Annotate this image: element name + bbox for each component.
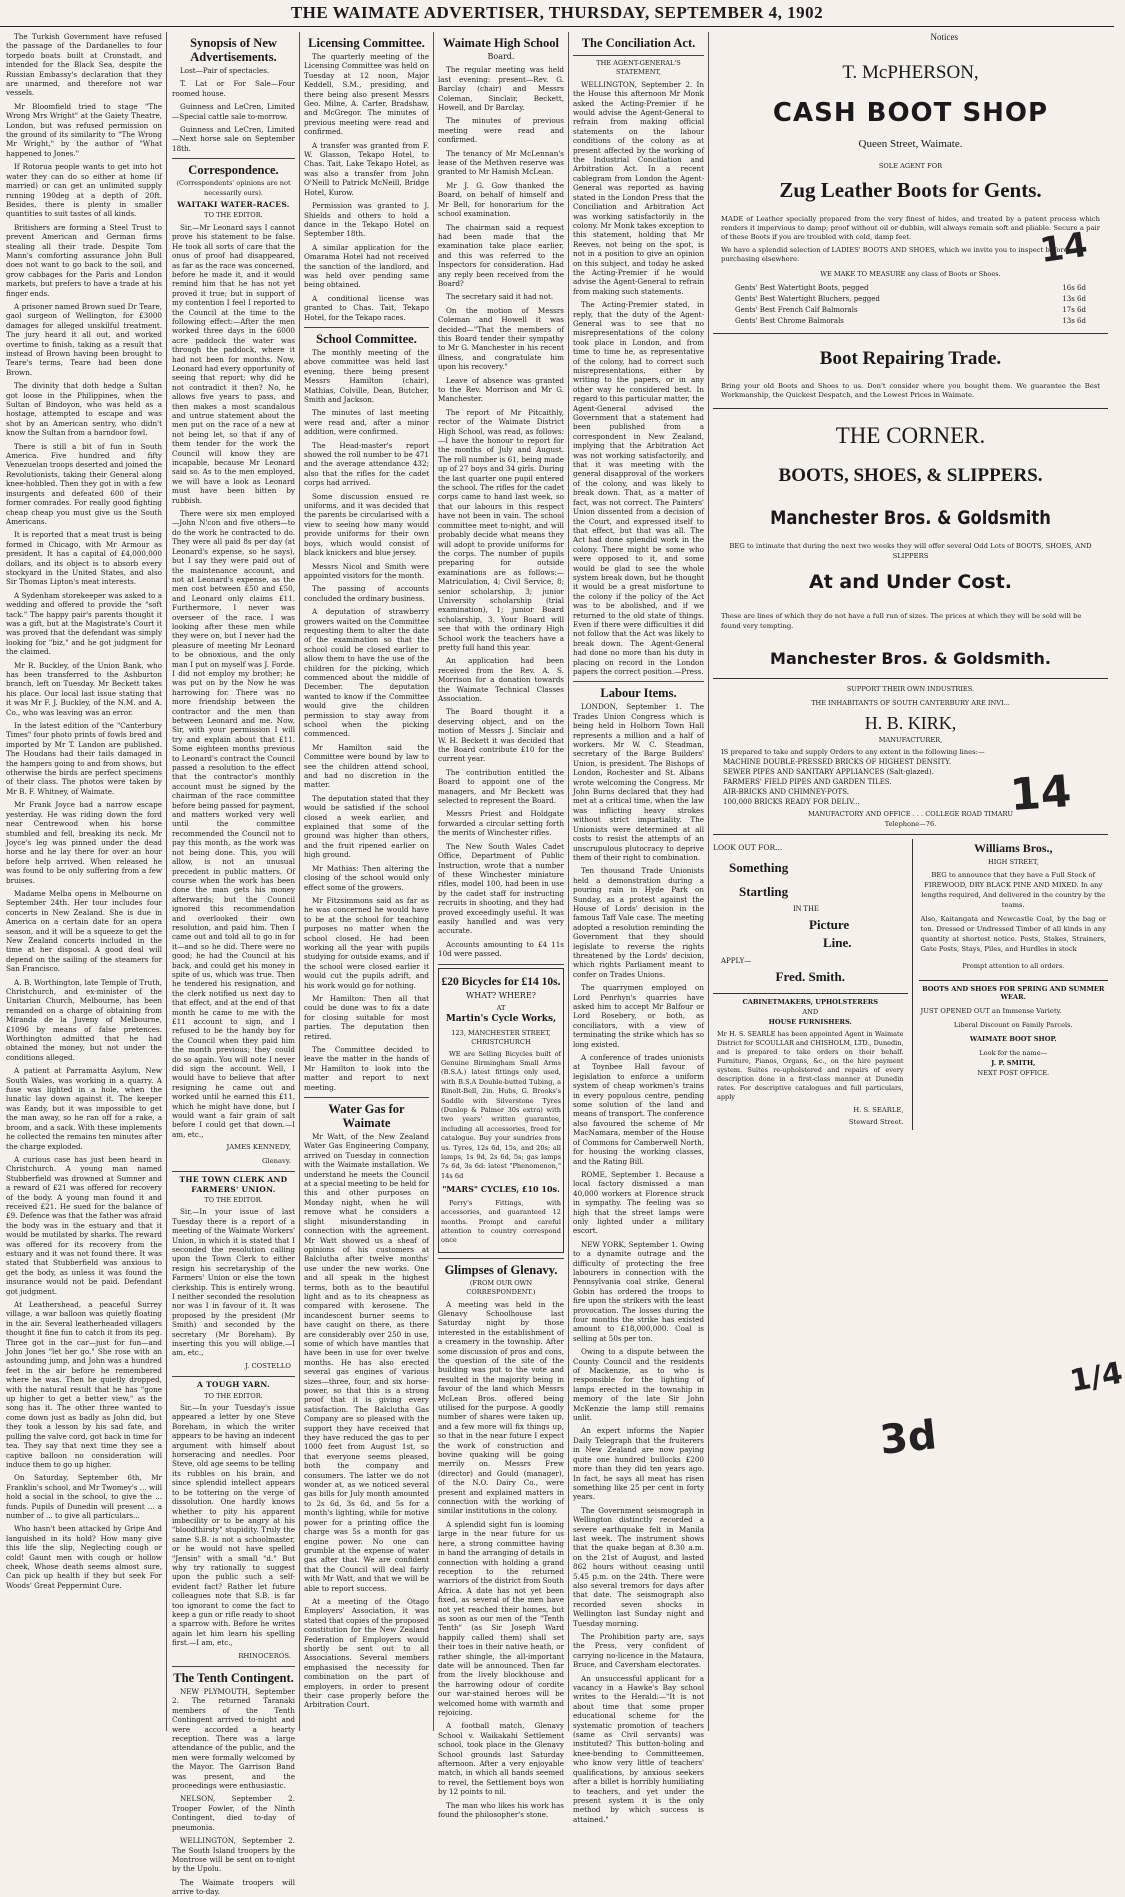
in-the-label: IN THE bbox=[793, 904, 819, 913]
boots-shoes-slippers-title: BOOTS, SHOES, & SLIPPERS. bbox=[778, 465, 1043, 486]
bicycle-advert-at: AT bbox=[496, 1003, 506, 1012]
bicycle-shop-name: Martin's Cycle Works, bbox=[445, 1014, 557, 1025]
article-paragraph: Mr Hamilton: Then all that could be done was to fix a date for closing suitable for most parties. The deputation then retired. bbox=[304, 993, 429, 1041]
williams-bros-name: Williams Bros., bbox=[973, 841, 1053, 855]
school-committee-body bbox=[304, 348, 429, 1092]
kirk-product-line: AIR-BRICKS AND CHIMNEY-POTS. bbox=[723, 788, 849, 796]
article-paragraph: Mr Frank Joyce had a narrow escape yesterday. He was riding down the ford near Centrewood when his horse stumbled and fell, breaking its neck. Mr Joyce's leg was pinned under the dead horse and he lay there for over an hour before help arrived. When released he was found to be only suffering from a few bruises. bbox=[6, 800, 162, 885]
kirk-body: IS prepared to take and supply Orders to any extent in the following lines:— bbox=[721, 748, 985, 756]
kirk-inhabitants: THE INHABITANTS OF SOUTH CANTERBURY ARE INVI... bbox=[811, 699, 1010, 707]
price-list bbox=[713, 284, 1108, 325]
article-paragraph: At a meeting of the Otago Employers' Association, it was stated that copies of the proposed constitution for the New Zealand Federation of Employers would shortly be sent out to all Associations. Several members emphasised the necessity for combination on the part of employers, in order to present their case properly before the Arbitration Court. bbox=[304, 1596, 429, 1710]
article-paragraph: The deputation stated that they would be satisfied if the school closed a week earlier, and explained that some of the ground was higher than others, and the fruit ripened earlier on high ground. bbox=[304, 793, 429, 860]
article-paragraph: Messrs Priest and Holdgate forwarded a circular setting forth the merits of Winchester rifles. bbox=[438, 809, 564, 838]
article-paragraph: LONDON, September 1. The Trades Union Congress which is being held in Holborn Town Hall represents a million and a half of workers. Mr W. C. Steadman, secretary of the Barge Builders' Union, is president. The Bishops of London, Rochester and St. Albans wrote welcoming the Congress. Mr John Burns declared that they had met at a critical time, when the law was inflicting heavy strokes without strict impartiality. The Unionists were determined at all costs to resist the attempts of an unscrupulous plutocracy to deprive them of their right to combination. bbox=[573, 702, 704, 862]
letter-signature: JAMES KENNEDY, bbox=[226, 1143, 291, 1152]
article-paragraph: NEW PLYMOUTH, September 2. The returned Taranaki members of the Tenth Contingent arrived to-night and were accorded a hearty reception. There was a large attendance of the public, and the men were formally welcomed by the Mayor. The Garrison Band was present, and the proceedings were enthusiastic. bbox=[172, 1687, 295, 1791]
mars-cycles-title: "MARS" CYCLES, £10 10s. bbox=[442, 1184, 560, 1195]
column-3 bbox=[304, 32, 429, 1731]
article-paragraph: A curious case has just been heard in Christchurch. A young man named Stubberfield was drowned at Sumner and a reward of £21 was offered for recovery of the body. A young man found it and received £21. He sued for the balance of £9. Defence was that the father was afraid the body was in the estuary and that it would be mutilated by sharks. The reward was offered for its recovery from the estuary and it was not found there. It was stated that Stubberfield was anxious to get the body, as unless it was found the insurance would not be paid. Defendant got judgment. bbox=[6, 1154, 162, 1296]
school-committee-heading: School Committee. bbox=[316, 331, 417, 346]
column-4 bbox=[438, 32, 565, 1820]
price-item: Gents' Best Chrome Balmorals bbox=[735, 317, 844, 325]
kirk-product-line: MACHINE DOUBLE-PRESSED BRICKS OF HIGHEST DENSITY. bbox=[723, 758, 952, 766]
letter-signature: Glenavy. bbox=[262, 1156, 291, 1165]
licensing-heading: Licensing Committee. bbox=[308, 36, 425, 50]
article-paragraph: The Prohibition party are, says the Press, very confident of carrying no-licence in the Mataura, Bruce, and Caversham electorates. bbox=[573, 1632, 704, 1670]
price-item: Gents' Best French Calf Balmorals bbox=[735, 306, 858, 314]
conciliation-subheading: THE AGENT-GENERAL'S STATEMENT, bbox=[596, 59, 681, 77]
article-paragraph: Owing to a dispute between the County Council and the residents of Mackenzie, as to who is responsible for the lighting of lamps erected in the township in memory of the late Sir John McKenzie the lamp still remains unlit. bbox=[573, 1347, 704, 1423]
article-paragraph: The Committee decided to leave the matter in the hands of Mr Hamilton to look into the matter and report to next meeting. bbox=[304, 1045, 429, 1092]
searle-signature: H. S. SEARLE, bbox=[853, 1106, 904, 1114]
article-paragraph: A. B. Worthington, late Temple of Truth, Christchurch, and ex-minister of the Unitarian Church, Melbourne, has been remanded on a charge of obtaining from Miranda de la Juveny of Melbourne, £1096 by means of false pretences. Worthington admitted that he had obtained the money, but not under the conditions alleged. bbox=[6, 977, 162, 1062]
column-5 bbox=[573, 32, 704, 1824]
column-rule bbox=[166, 32, 167, 1731]
mcpherson-address: Queen Street, Waimate. bbox=[858, 138, 963, 150]
column-1 bbox=[6, 32, 162, 1731]
article-paragraph: The Head-master's report showed the roll number to be 471 and the average attendance 432; also that the rifles for the cadet corps had arrived. bbox=[304, 440, 429, 488]
article-paragraph: Messrs Nicol and Smith were appointed visitors for the month. bbox=[304, 561, 429, 580]
column-rule bbox=[433, 32, 434, 1731]
price-row bbox=[735, 317, 1086, 325]
article-paragraph: A football match, Glenavy School v. Waikakahi Settlement school, took place in the Glenavy School grounds last Saturday afternoon. After a very enjoyable match, in which all hands seemed to revel, the Settlement boys won by 12 points to nil. bbox=[438, 1721, 564, 1797]
house-furnishers: HOUSE FURNISHERS. bbox=[768, 1018, 852, 1026]
letter-to: TO THE EDITOR. bbox=[204, 1195, 263, 1204]
high-school-subheading: Board. bbox=[487, 52, 515, 61]
kirk-product-line: 100,000 BRICKS READY FOR DELIV... bbox=[723, 798, 860, 806]
article-paragraph: If Rotorua people wants to get into hot water they can do so either at home (if married) or can get an unlimited supply running 190deg at a depth of 20ft. Besides, there is plenty in smaller quantities to suit tastes of all kinds. bbox=[6, 162, 162, 219]
notices-label: Notices bbox=[930, 32, 958, 42]
article-paragraph: A prisoner named Brown sued Dr Teare, gaol surgeon of Wellington, for £3000 damages for alleged unskilful treatment. The jury heard it all out, and worked overtime to finish, taking as a result that instead of Brown having been brought to Teare's terms, Teare had been done Brown. bbox=[6, 301, 162, 377]
column-2 bbox=[172, 32, 295, 1897]
article-paragraph: The tenancy of Mr McLennan's lease of the Methven reserve was granted to Mr Hamish McLean. bbox=[438, 148, 564, 177]
letter-paragraph: Sir,—In your issue of last Tuesday there is a report of a meeting of the Waimate Workers' Union, in which it is stated that I seconded the resolution calling upon the Town Clerk to either resign his secretaryship of the Farmers' Union or else the town clerkship. This is entirely wrong. I neither seconded the resolution nor was I in favour of it. It was proposed by the president (Mr Smith) and seconded by the secretary (Mr Boreham). By inserting this you will oblige.—I am, etc., bbox=[172, 1207, 295, 1358]
letter-heading: THE TOWN CLERK AND FARMERS' UNION. bbox=[179, 1175, 288, 1194]
article-paragraph: The man who likes his work has found the philosopher's stone. bbox=[438, 1800, 564, 1820]
masthead: THE WAIMATE ADVERTISER, THURSDAY, SEPTEMBER 4, 1902 bbox=[0, 0, 1114, 27]
article-paragraph: Guinness and LeCren, Limited—Next horse sale on September 18th. bbox=[172, 125, 295, 153]
tenth-contingent-body bbox=[172, 1687, 295, 1897]
high-school-heading: Waimate High School bbox=[443, 36, 559, 50]
article-paragraph: WELLINGTON, September 2. The South Island troopers by the Montrose will be sent on to-night by the Upolu. bbox=[172, 1836, 295, 1874]
letter-paragraph: There were six men employed—John N'con and five others—to do the work he contracted to do. They were all paid 8s per day (at Leonard's expense, so he says), but I say they were paid out of the maintenance account, and not at Leonard's expense, as the men cost between £50 and £50, and Leonard only claims £11. Furthermore, I never was overseer of the race. I was looking after these men while they were on, but I never had the pleasure of meeting Mr Leonard to be obnoxious, and the only man I put on myself was J. Forde. I did not employ my brother; he was put on by the Now he was harrowing for. There was no more friendship between the contractor and the men than between Leonard and me. Now, Sir, with your permission I will try and explain about that £11. Some eighteen months previous to Leonard's contract the Council passed a resolution to the effect that the contractor's monthly account must be signed by the chairman of the race committee before being passed for payment, and matters worked very well until the committee recommended the Council not to pay this month, as the work was not being done. This, you will allow, is not an unusual precedent in public matters. Of course when the work has been done the man gets his money afterwards; but the Council ignored this recommendation and overlooked their own resolution, and paid him. Then I came out and told all to go in for it—and so he did. There were no good; he had the Council at his back, and could get his money in spite of us, which was true. Then he tendered his resignation, and the clerk notified us next day to that effect, and at the end of that month he came to me with the £11 account to sign, and I refused to be the handy boy for the Council when they paid him the month previous; they could do so again. You will note I never did sign the account. Well, I would have to believe that after resigning he came out and worked until he earned this £11, which he might have done, but I would want a fair grain of salt before I could get that down.—I am, etc., bbox=[172, 509, 295, 1139]
article-paragraph: Accounts amounting to £4 11s 10d were passed. bbox=[438, 939, 564, 959]
column-rule bbox=[708, 32, 709, 1731]
article-paragraph: Permission was granted to J. Shields and others to hold a dance in the Tekapo Hotel on September 18th. bbox=[304, 201, 429, 239]
correspondence-heading: Correspondence. bbox=[188, 163, 279, 178]
article-paragraph: The passing of accounts concluded the ordinary business. bbox=[304, 584, 429, 603]
j-p-smith: J. P. SMITH, bbox=[991, 1059, 1036, 1067]
conciliation-heading: The Conciliation Act. bbox=[581, 36, 696, 50]
article-paragraph: The New South Wales Cadet Office, Department of Public Instruction, wrote that a number of these Winchester miniature rifles, model 100, had been in use by the cadet staff for instructing recruits in shooting, and they had proved exceedingly useful. It was easily handled and was very accurate. bbox=[438, 841, 564, 936]
article-paragraph: NEW YORK, September 1. Owing to a dynamite outrage and the difficulty of protecting the free labourers in connection with the Pennsylvania coal strike, General Gobin has ordered the troops to fire upon the strikers with the least provocation. The losses during the four months the strike has existed amount to £18,000,000. Coal is selling at 50s per ton. bbox=[573, 1239, 704, 1343]
synopsis-list bbox=[172, 66, 295, 153]
tenth-contingent-heading: The Tenth Contingent. bbox=[173, 1671, 294, 1685]
water-gas-body bbox=[304, 1132, 429, 1710]
boot-repairing-body: Bring your old Boots and Shoes to us. Don't consider where you bought them. We guarantee the Best Workmanship, the Quickest Despatch, and the Lowest Prices in Waimate. bbox=[721, 382, 1100, 399]
article-paragraph: Ten thousand Trade Unionists held a demonstration during a pouring rain in Hyde Park on Sunday, as a protest against the House of Lords' decision in the famous Taff Vale case. The meeting adopted a resolution reminding the Government that they should legislate to reverse the rights threatened by the Lords' decision, which rights Parliament meant to confer on Trades Unions. bbox=[573, 866, 704, 979]
kirk-address: MANUFACTORY AND OFFICE . . . COLLEGE ROAD TIMARU bbox=[807, 810, 1014, 818]
article-paragraph: In the latest edition of the "Canterbury Times" four photo prints of fowls bred and imported by Mr T. Landon are published. The Houdans had their tails damaged in the hampers going to and from shows, but otherwise the birds are perfect specimens of their class. The photos were taken by Mr B. F. Whitney, of Waimate. bbox=[6, 721, 162, 796]
spring-discount: Liberal Discount on Family Parcels. bbox=[953, 1021, 1073, 1029]
article-paragraph: A similar application for the Omarama Hotel had not received the sanction of the landlord, and was held over pending same being obtained. bbox=[304, 242, 429, 290]
handwritten-mark: 14 bbox=[1037, 224, 1090, 272]
boot-repairing-title: Boot Repairing Trade. bbox=[819, 348, 1002, 369]
cabinetmakers-title: CABINETMAKERS, UPHOLSTERERS bbox=[742, 998, 878, 1006]
article-paragraph: WELLINGTON, September 2. In the House this afternoon Mr Monk asked the Acting-Premier if he would advise the Agent-General to refrain from making official statements on the labour conditions of the colony as at present affected by the working of the Industrial Conciliation and Arbitration Act. In a recent cablegram from London the Agent-General was reported as having stated in the London Press that the Conciliation and Arbitration Act was working satisfactorily in the colony. Mr Monk takes exception to this statement, holding that Mr Reeves, not being on the spot, is not in a position to give an opinion on this subject, and today he asked the Acting-Premier if he would advise the Agent-General to refrain from making such statements. bbox=[573, 79, 704, 296]
article-paragraph: Britishers are forming a Steel Trust to prevent American and German firms stealing all their trade. Despite Tom Mann's comforting assurance John Bull does not want to go back to the soil, and grow cabbages for the Paris and London markets, but prefers to have a trade at his finger ends. bbox=[6, 222, 162, 298]
glenavy-heading: Glimpses of Glenavy. bbox=[444, 1262, 558, 1277]
manchester-bros-footer: Manchester Bros. & Goldsmith. bbox=[770, 649, 1051, 668]
article-paragraph: The Acting-Premier stated, in reply, that the duty of the Agent-General was to see that no misrepresentations of the colony took place in London, and from time to time he, as representative of the colony, had to correct such misrepresentations, either by writing to the papers, or in any other way he considered best. In regard to this particular matter, the Agent-General advised the Government that a statement had been published from a correspondent in New Zealand, implying that the Arbitration Act was not working satisfactorily, and that it was meeting with the general disapproval of the workers of the colony, and was likely to break down. That, as a matter of fact, was not correct. The Painters' Union dissented from a decision of the Court, and expressed itself to that effect, but that was all. The Act had done splendid work in the colony. There might be some who were opposed to it, and some would be glad to see the whole system break down, but he thought it would be a great misfortune to the colony if the policy of the Act was to be abolished, and if we returned to the old state of things. Even if there were difficulties it did not follow that the Act was likely to break down. The Agent-General had done no more than his duty in placing on record in the London papers the correct position.—Press. bbox=[573, 300, 704, 676]
sole-agent-label: SOLE AGENT FOR bbox=[878, 162, 943, 170]
williams-bros-prompt: Prompt attention to all orders. bbox=[962, 962, 1065, 970]
make-to-measure: WE MAKE TO MEASURE any class of Boots or Shoes. bbox=[820, 270, 1001, 278]
article-paragraph: Guinness and LeCren, Limited—Special cattle sale to-morrow. bbox=[172, 102, 295, 121]
article-paragraph: The Waimate troopers will arrive to-day. bbox=[172, 1877, 295, 1897]
kirk-name: H. B. KIRK, bbox=[864, 713, 957, 733]
article-paragraph: The chairman said a request had been made that the examination take place earlier, and this was referred to the Inspectors for consideration. Had any reply been received from the Board? bbox=[438, 222, 564, 288]
letter-signature: J. COSTELLO bbox=[244, 1361, 291, 1370]
article-paragraph: The Turkish Government have refused the passage of the Dardanelles to four torpedo boats built at Cronstadt, and intended for the Black Sea, despite the Russian Embassy's declaration that they are unarmed, and therefore not war vessels. bbox=[6, 32, 162, 98]
spring-title: BOOTS AND SHOES FOR SPRING AND SUMMER WEAR. bbox=[922, 985, 1105, 1001]
handwritten-mark: 1/4 bbox=[1067, 1355, 1125, 1400]
look-out-label: LOOK OUT FOR... bbox=[713, 843, 783, 852]
price-row bbox=[735, 284, 1086, 292]
article-paragraph: T. Lat or For Sale—Four roomed house. bbox=[172, 79, 295, 98]
advertisements-column bbox=[713, 32, 1108, 1731]
article-paragraph: The quarrymen employed on Lord Penrhyn's quarries have asked him to accept Mr Balfour or Lord Rosebery, or both, as conciliators, with a view of terminating the strike which has so long existed. bbox=[573, 983, 704, 1049]
conciliation-body bbox=[573, 80, 704, 677]
letter-paragraph: Sir,—Mr Leonard says I cannot prove his statement to be false. He took all sorts of care that the onus of proof had disappeared, as far as the race was concerned, before he made it, and it would remind him that he has not yet proved it true; but in support of my contention I feel I reported to the Council at the time to the following effect:—After the men worked three days in the 6000 acre paddock the water was through the paddock, where it had not been for months. Now, Leonard had every opportunity of seeing that report; why did he not contradict it then? No, he allows five years to pass, and then makes a most scandalous and untrue statement about the men put on the race of a new at not being let, so that if any of them tender for the work the Council will know they are incapable, because Mr Leonard said so. As to the men employed, we will have a look as Leonard must have been bitten by rubbish. bbox=[172, 222, 295, 505]
water-gas-heading: Water Gas for Waimate bbox=[328, 1102, 405, 1131]
article-paragraph: A conditional license was granted to Chas. Tait, Tekapo Hotel, for the Tekapo races. bbox=[304, 293, 429, 322]
article-paragraph: The Government seismograph in Wellington distinctly recorded a severe earthquake felt in Manila last week. The instrument shows that the quake began at 8.30 a.m. on the 21st of August, and lasted 862 hours without ceasing until 5.45 p.m. on the 24th. There were also several tremors for days after that date. The seismograph also recorded seven shocks in Wellington last Sunday night and Tuesday morning. bbox=[573, 1505, 704, 1628]
williams-bros-body: BEG to announce that they have a Full Stock of FIREWOOD, DRY BLACK PINE AND MIXED. In any lengths required, And delivered in the country by the teams. bbox=[921, 871, 1106, 909]
article-paragraph: Mr Watt, of the New Zealand Water Gas Engineering Company, arrived on Tuesday in connection with the Waimate installation. We understand he meets the Council at a special meeting to be held for this and other purposes on Monday night, when he will remove what he considers a slight misunderstanding in connection with the agreement. Mr Watt showed us a sheaf of opinions of his customers at Balclutha after twelve months' use under the new works. One and all speak in the highest terms, both as to the beautiful light and as to its cheapness as compared with kerosene. The incandescent burner seems to have caught on there, as there are considerably over 250 in use, some of which have mantles that have been in use for over twelve months. He has also erected several gas engines of various sizes—three, four, and six horse-power, so that this is a strong proof that it is giving every satisfaction. The Balclutha Gas Company are so pleased with the support they have received that they have reduced the gas to per 1000 feet from August 1st, so that everyone seems pleased, both the company and consumers. The latter we do not wonder at, as we noticed several gas bills for July month amounted to 2s 6d, 3s 6d, and 5s for a month's lighting, while for motive power for a printing office the charge was 5s a month for gas engine power. No one can grumble at the expense of water gas after that. We are confident that the Council will deal fairly with Mr Watt, and that we will be able to report success. bbox=[304, 1132, 429, 1593]
kirk-telephone: Telephone—76. bbox=[884, 820, 937, 828]
price-row bbox=[735, 306, 1086, 314]
at-and-under-cost: At and Under Cost. bbox=[809, 571, 1012, 593]
mcpherson-name: T. McPHERSON, bbox=[842, 62, 979, 83]
next-post-office: NEXT POST OFFICE. bbox=[977, 1069, 1050, 1077]
price-value: 13s 6d bbox=[1062, 317, 1086, 325]
column-rule bbox=[568, 32, 569, 1731]
article-paragraph: Madame Melba opens in Melbourne on September 24th. Her tour includes four concerts in New Zealand. She is due in America on a certain date for an opera season, and it will be a squeeze to get the New Zealand concerts included in the time at her disposal. A good deal will depend on the sailing of the steamers for San Francisco. bbox=[6, 888, 162, 974]
handwritten-mark: 14 bbox=[1008, 765, 1073, 822]
letter-heading: WAITAKI WATER-RACES. bbox=[177, 200, 290, 210]
glenavy-body bbox=[438, 1300, 564, 1820]
article-paragraph: A splendid sight fun is looming large in the near future for us here, a strong committee having in hand the arranging of details in connection with holding a grand reception to the returned warriors of the district from South Africa. A date has not yet been fixed, as several of the men have not yet reached their homes, but as soon as our men of the "Tenth Tenth" (as Sir Joseph Ward happily called them) shall set their toes in their native heath, or rather shingle, the all-important date will be announced. Then far from the lively blockhouse and the harrowing odour of cordite our war-stained heroes will be welcomed home with warmth and rejoicing. bbox=[438, 1519, 565, 1717]
article-paragraph: The quarterly meeting of the Licensing Committee was held on Tuesday at 12 noon, Major Keddell, S.M., presiding, and there being also present Messrs Geo. Milne, A. Carter, Bradshaw, and McGregor. The minutes of previous meeting were read and confirmed. bbox=[304, 52, 429, 137]
look-for-name: Look for the name— bbox=[979, 1049, 1048, 1057]
article-paragraph: An application had been received from the Rev. A. S. Morrison for a donation towards the Waimate Technical Classes Association. bbox=[438, 656, 564, 703]
article-paragraph: Mr Hamilton said the Committee were bound by law to see the children attend school, and had no discretion in the matter. bbox=[304, 742, 429, 790]
ladies-boots-body: We have a splendid selection of LADIES' BOOTS AND SHOES, which we invite you to inspect before purchasing elsewhere. bbox=[721, 246, 1068, 263]
article-paragraph: NELSON, September 2. Trooper Fowler, of the Ninth Contingent, died to-day of pneumonia. bbox=[172, 1794, 295, 1832]
article-paragraph: A Sydenham storekeeper was asked to a wedding and offered to provide the "soft tack." The happy pair's parents thought it was a gift, but at the Magistrate's Court it was proved that the defendant was simply looking for "biz," and he got judgment for the claimed. bbox=[6, 590, 162, 657]
zug-boots-title: Zug Leather Boots for Gents. bbox=[779, 178, 1042, 202]
article-paragraph: The minutes of previous meeting were read and confirmed. bbox=[438, 116, 564, 145]
labour-items-heading: Labour Items. bbox=[600, 686, 677, 701]
price-row bbox=[735, 295, 1086, 303]
ads-bottom-left bbox=[713, 839, 913, 1130]
handwritten-mark: 3d bbox=[877, 1412, 939, 1464]
zug-boots-body: MADE of Leather specially prepared from the very finest of hides, and treated by a patent process which renders it impervious to damp; proof without oil or dubbin, will always remain soft and pliable. Secure a pair of these Boots if you are troubled with cold, damp feet. bbox=[721, 215, 1100, 241]
article-paragraph: An unsuccessful applicant for a vacancy in a Hawke's Bay school writes to the Herald:—"It is not about time that some proper educational scheme for the systematic promotion of teachers (same as Civil servants) was instituted? This button-holing and knee-bending to Committeemen, who know very little of teachers' qualifications, by anxious seekers after a billet is horribly humiliating to teachers, and yet under the present system it is the only method by which success is attained." bbox=[573, 1673, 704, 1824]
bicycle-advert-body: WE are Selling Bicycles built of Genuine Birmingham Small Arms (B.S.A.) latest fittings only used, with B.S.A Double-butted Tubing, a Rinolt-Bell, 2in. Hubs, G. Brooks's Saddle with Silverstone Tyres (Dunlop & Palmer 30s extra) with two years' written guarantee, including all accessories, freed for catalogue. Buy your sundries from us. Tyres, 12s 6d, 15s, and 20s; all lamps, 1s 9d, 2s 6d, 5s; gas lamps 7s 6d, 3s 6d: latest "Phenomenon," 14s 6d bbox=[441, 1049, 561, 1180]
article-paragraph: The report of Mr Pitcaithly, rector of the Waimate District High School, was read, as follows:—I have the honour to report for the months of July and August. The roll number is 61, being made up of 27 boys and 34 girls. During the last quarter one pupil entered the school. The rifles for the cadet corps came to hand last week, so that our labours in this respect have not been in vain. The school committee meet to-night, and will probably decide what means they will adopt to provide uniforms for the corps. The number of pupils preparing for outside examinations are as follows:—Matriculation, 4; Civil Service, 8; senior scholarship, 3; junior University scholarship (trial examination), 1; junior Board scholarship, 3. Your Board will see that with the ordinary High School work the teachers have a pretty full hand this year. bbox=[438, 407, 564, 652]
bicycle-advert bbox=[438, 968, 564, 1253]
article-paragraph: On Saturday, September 6th, Mr Franklin's school, and Mr Twomey's ... will hold a social in the school, to give the ... funds. Pupils of Dunedin will present ... a number of ... to give all particulars... bbox=[6, 1473, 162, 1520]
article-paragraph: The divinity that doth hedge a Sultan got loose in the Philippines, when the Sultan of Bindoyon, who was held as a hostage, attempted to escape and was shot by an American sentry, who didn't know the Sultan from a barndoor fowl. bbox=[6, 381, 162, 438]
price-value: 13s 6d bbox=[1062, 295, 1086, 303]
letter-heading: A TOUGH YARN. bbox=[196, 1380, 270, 1390]
article-paragraph: Lost—Pair of spectacles. bbox=[180, 66, 270, 75]
glenavy-subheading: (FROM OUR OWN CORRESPONDENT.) bbox=[466, 1278, 536, 1297]
cabinetmakers-and: AND bbox=[802, 1008, 819, 1016]
article-paragraph: Mr Fitzsimmons said as far as he was concerned he would have to be at the school for teaching purposes no matter when the school closed. He had been working all the year with pupils studying for outside exams, and if the school were closed earlier it would cut the pupils adrift, and his work would go for nothing. bbox=[304, 895, 429, 990]
picture-label: Picture bbox=[809, 917, 850, 932]
startling-label: Startling bbox=[739, 884, 789, 899]
article-paragraph: Mr Mathias: Then altering the closing of the school would only effect some of the growers. bbox=[304, 863, 429, 892]
kirk-product-line: SEWER PIPES AND SANITARY APPLIANCES (Salt-glazed). bbox=[723, 768, 934, 776]
something-label: Something bbox=[729, 860, 789, 875]
ads-bottom-right bbox=[913, 839, 1109, 1130]
price-value: 17s 6d bbox=[1062, 306, 1086, 314]
letter-signature: RHINOCEROS. bbox=[238, 1651, 291, 1660]
waimate-boot-shop: WAIMATE BOOT SHOP. bbox=[969, 1035, 1057, 1043]
searle-street: Steward Street. bbox=[848, 1118, 904, 1126]
cabinetmakers-body: Mr H. S. SEARLE has been appointed Agent in Waimate District for SCOULLAR and CHISHOLM, LTD., Dunedin, and is prepared to take orders on their behalf. Furniture, Pianos, Organs, &c., on the hire payment system. Suites re-upholstered and repairs of every description done in a first-class manner at Dunedin rates. For descriptive catalogues and full particulars, apply bbox=[717, 1030, 904, 1101]
williams-bros-address: HIGH STREET, bbox=[988, 858, 1039, 866]
mars-cycles-body: Perry's Fittings, with accessories, and guaranteed 12 months. Prompt and careful attention to country correspond once bbox=[441, 1198, 561, 1245]
article-paragraph: A conference of trades unionists at Toynbee Hall favour of legislation to enforce a uniform system of cheap workmen's trains in every populous centre, pending some solution of the land and means of transport. The conference also favoured the scheme of Mr MacNamara, member of the House of Commons for Camberwell North, for housing the working classes, and the Rating Bill. bbox=[573, 1053, 704, 1166]
article-paragraph: The secretary said it had not. bbox=[446, 292, 554, 302]
fred-smith: Fred. Smith. bbox=[775, 969, 845, 984]
article-paragraph: ROME, September 1. Because a local factory dismissed a man 40,000 workers at Florence struck in sympathy. The feeling was so high that the street lamps were only lighted under a military escort. bbox=[573, 1169, 704, 1236]
price-item: Gents' Best Watertight Boots, pegged bbox=[735, 284, 869, 292]
kirk-product-line: FARMERS' FIELD PIPES AND GARDEN TILES. bbox=[723, 778, 892, 786]
licensing-body bbox=[304, 52, 429, 322]
kirk-role: MANUFACTURER, bbox=[878, 736, 943, 744]
labour-items-body bbox=[573, 702, 704, 1824]
spring-body: JUST OPENED OUT an Immense Variety. bbox=[920, 1007, 1062, 1015]
article-paragraph: The Board thought it a deserving object, and on the motion of Messrs J. Sinclair and W. H. Beckett it was decided that the Board contribute £10 for the current year. bbox=[438, 707, 564, 764]
article-paragraph: There is still a bit of fun in South America. Five hundred and fifty Venezuelan troops deserted and joined the Revolutionists, taking their General along knee-hobbled. Then they got in with a few insurgents and defeated 600 of their former comrades. For really good fighting cheap cheap you must give us the South Americans. bbox=[6, 441, 162, 526]
article-paragraph: An expert informs the Napier Daily Telegraph that the fruiterers in New Zealand are now paying quite one hundred bullocks £200 more than they did ten years ago. In fact, he says all meat has risen something like 25 per cent in forty years. bbox=[573, 1426, 704, 1502]
article-paragraph: On the motion of Messrs Coleman and Howell it was decided—"That the members of this Board tender their sympathy to Mr G. Manchester in his recent illness, and congratulate him upon his recovery." bbox=[438, 305, 564, 372]
column-rule bbox=[299, 32, 300, 1731]
article-paragraph: Mr Bloomfield tried to stage "The Wrong Mrs Wright" at the Gaiety Theatre, London, but was refused permission on the ground of its similarity to "The Wrong Mr Wright," by the author of "What happened to Jones." bbox=[6, 101, 162, 158]
the-corner-title: THE CORNER. bbox=[835, 423, 986, 448]
williams-bros-body-2: Also, Kaitangata and Newcastle Coal, by the bag or ton. Dressed or Undressed Timber of all kinds in any quantity at shortest notice. Posts, Stakes, Strainers, Gate Posts, Stays, Piles, and Hurdles in stock bbox=[920, 915, 1106, 953]
letter-to: TO THE EDITOR. bbox=[204, 1391, 263, 1400]
bicycle-advert-question: WHAT? WHERE? bbox=[466, 990, 536, 1000]
article-paragraph: At Leathershead, a peaceful Surrey village, a war balloon was quietly floating in the air. Several leatherheaded villagers thought it fine fun to catch it from its peg. Three got in the car—just for fun—and John Jones "let her go." She rose with an astounding jump, and John was a hundred feet in the air before he remembered where he was. Then he quietly dropped, with the natural result that he has "gone up higher to get a better view," as the song has it. The other three wanted to come down just as badly as John did, but they took a lesson by his sad fate, and pulling the valve cord, got back in time for tea. They say that next time they see a captive balloon no consideration will induce them to go up higher. bbox=[6, 1300, 162, 1469]
article-paragraph: A patient at Parramatta Asylum, New South Wales, was working in a quarry. A fuse was lighted in a hole, when the lunatic lay down against it. The keeper was Eandy, but it was impossible to get the man away, so he ran off for a rake, a broom, and a sack. With these implements he collected the remains ten minutes after the charge exploded. bbox=[6, 1066, 162, 1151]
article-paragraph: Mr J. G. Gow thanked the Board, on behalf of himself and Mr Bell, for honorarium for the school examination. bbox=[438, 180, 564, 219]
price-item: Gents' Best Watertight Bluchers, pegged bbox=[735, 295, 880, 303]
article-paragraph: A meeting was held in the Glenavy Schoolhouse last Saturday night by those interested in the establishment of a creamery in the township. After some discussion of pros and cons, the question of the site of the building was put to the vote and resulted in the majority being in favour of the land which Messrs McLean Bros. offered being utilised for the purpose. A goodly number of shares were taken up, and a few more will fix things up, so that in the near future I expect the work of construction and bovine quaking will be going merrily on. Messrs Frew (director) and Gould (manager), of the N.O. Dairy Co., were present and explained matters in connection with the working of similar institutions in the colony. bbox=[438, 1299, 564, 1516]
article-paragraph: Who hasn't been attacked by Gripe And languished in its hold? How many give this life the slip, Neglecting cough or cold! Gaunt men with cough or hollow cheek, Whose death seems almost sure, Can pick up health if they but seek For Woods' Great Peppermint Cure. bbox=[6, 1524, 162, 1590]
article-paragraph: The monthly meeting of the above committee was held last evening, there being present Messrs Hamilton (chair), Mathias, Colville, Dean, Butcher, Smith and Jackson. bbox=[304, 347, 429, 404]
line-label: Line. bbox=[823, 935, 852, 950]
article-paragraph: The contribution entitled the Board to appoint one of the managers, and Mr Beckett was selected to represent the Board. bbox=[438, 767, 564, 806]
kirk-support: SUPPORT THEIR OWN INDUSTRIES. bbox=[846, 685, 975, 693]
price-value: 16s 6d bbox=[1062, 284, 1086, 292]
correspondence-note: (Correspondents' opinions are not necessarily ours). bbox=[176, 179, 291, 197]
article-paragraph: It is reported that a meat trust is being formed in Chicago, with Mr Armour as president. It has a capital of £4,000,000 dollars, and its object is to absorb every stockyard in the United States, and also Sir Thomas Lipton's meat interests. bbox=[6, 530, 162, 587]
cash-boot-shop-title: CASH BOOT SHOP bbox=[772, 98, 1049, 128]
apply-label: APPLY— bbox=[721, 957, 752, 965]
bicycle-advert-title: £20 Bicycles for £14 10s. bbox=[441, 975, 561, 988]
article-paragraph: A transfer was granted from F. W. Glasson, Tekapo Hotel, to Chas. Tait, Lake Tekapo Hotel, as was also a transfer from John O'Neill to Patrick McNeill, Bridge Hotel, Kurow. bbox=[304, 140, 429, 197]
article-paragraph: Leave of absence was granted to the Rev. Morrison and Mr G. Manchester. bbox=[438, 375, 564, 404]
manchester-bros-body: BEG to intimate that during the next two weeks they will offer several Odd Lots of BOOTS, SHOES, AND SLIPPERS bbox=[729, 542, 1092, 560]
article-paragraph: A deputation of strawberry growers waited on the Committee requesting them to alter the date of the examination so that the school could be closed earlier to allow them to have the use of the children for the picking, which commenced about the middle of December. The deputation wanted to know if the Committee would give the children permission to stay away from school when the picking commenced. bbox=[304, 607, 429, 739]
article-paragraph: The regular meeting was held last evening: present—Rev. G. Barclay (chair) and Messrs Coleman, Sinclair, Beckett, Howell, and Dr Barclay. bbox=[438, 65, 564, 113]
high-school-body bbox=[438, 65, 564, 958]
letter-to: TO THE EDITOR. bbox=[204, 211, 263, 220]
letter-paragraph: Sir,—In your Tuesday's issue appeared a letter by one Steve Boreham, in which the writer appears to be having an indecent argument with himself about horseracing and needles. Poor Steve, old age seems to be telling its rubbles on his brain, and since splendid intellect appears to be tottering on the verge of dissolution. One hardly knows whether to pity his apparent imbecility or to be angry at his "bloodthirsty" stupidity. Truly the same S.B. is not a schoolmaster, or he would not have spelled "Jensin" with a small "d." But why try rationally to suggest upon the public such a self-evident fact? Rather let future colleagues note that S.B. is far too ignorant to come the fact to keep a gun or rifle ready to shoot a sparrow with. Before he writes again let him learn his spelling first.—I am, etc., bbox=[172, 1403, 295, 1648]
synopsis-heading: Synopsis of New Advertisements. bbox=[190, 36, 277, 64]
manchester-bros-title: Manchester Bros. & Goldsmith bbox=[770, 507, 1051, 529]
article-paragraph: The minutes of last meeting were read and, after a minor addition, were confirmed. bbox=[304, 408, 429, 437]
manchester-bros-body-2: These are lines of which they do not have a full run of sizes. The prices at which they will be sold will be found very tempting. bbox=[721, 612, 1082, 630]
article-paragraph: Mr R. Buckley, of the Union Bank, who has been transferred to the Ashburton branch, left on Tuesday. Mr Beckett takes his place. Our local last issue stating that it was Mr F. J. Buckley, of the N.M. and A. Co., who was leaving was an error. bbox=[6, 660, 162, 717]
bicycle-shop-address: 123, MANCHESTER STREET, CHRISTCHURCH bbox=[451, 1028, 551, 1047]
article-paragraph: Some discussion ensued re uniforms, and it was decided that the parents be circularised with a view to seeing how many would provide uniforms for their own boys, which would consist of black knickers and blue jersey. bbox=[304, 491, 429, 558]
